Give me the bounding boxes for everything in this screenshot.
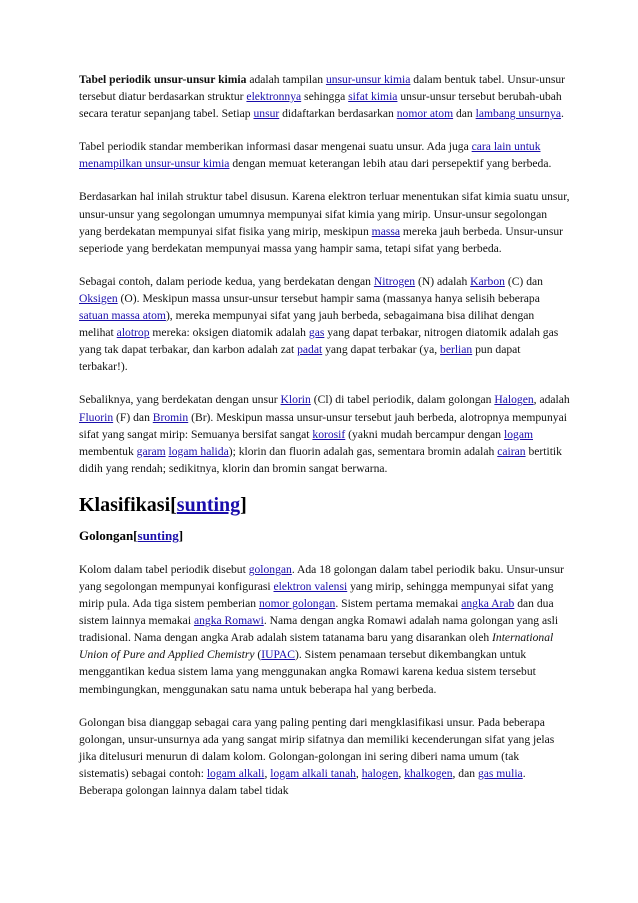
text-run: ), mereka mempunyai sifat yang jauh berbeda, sebagaimana bisa dilihat dengan melihat [79, 309, 535, 340]
text-run: Kolom dalam tabel periodik disebut [79, 562, 249, 576]
link-unsur[interactable]: unsur [253, 107, 280, 121]
text-run: didaftarkan berdasarkan [279, 107, 397, 121]
link-logam-alkali[interactable]: logam alkali [206, 766, 265, 780]
paragraph-golongan-classification [79, 714, 571, 799]
link-sifat-kimia[interactable]: sifat kimia [348, 90, 398, 104]
link-cara-lain-untuk-menampilkan-unsur-unsur-kimia[interactable]: cara lain untuk menampilkan unsur-unsur kimia [79, 140, 541, 171]
paragraph-intro [79, 71, 571, 122]
text-run: , adalah [533, 393, 570, 407]
text-run: yang dapat terbakar (ya, [322, 343, 441, 357]
link-satuan-massa-atom[interactable]: satuan massa atom [79, 309, 166, 323]
paragraph-standard-table [79, 138, 571, 172]
text-run: Sebaliknya, yang berdekatan dengan unsur [79, 393, 281, 407]
link-halogen[interactable]: halogen [361, 766, 399, 780]
link-karbon[interactable]: Karbon [470, 274, 505, 288]
link-elektron-valensi[interactable]: elektron valensi [273, 579, 348, 593]
link-fluorin[interactable]: Fluorin [79, 410, 114, 424]
text-run: . Nama dengan angka Romawi adalah nama golongan yang asli tradisional. Nama dengan angka Arab adalah sistem tatanama baru yang disarankan oleh [79, 614, 559, 645]
text-run: ] [178, 527, 184, 543]
text-run: Golongan[ [79, 527, 138, 543]
text-run: . Beberapa golongan lainnya dalam tabel tidak [79, 766, 526, 797]
text-run: (N) adalah [415, 274, 471, 288]
link-gas-mulia[interactable]: gas mulia [477, 766, 523, 780]
text-run: dan dua sistem lainnya memakai [79, 597, 554, 628]
text-run: , [398, 766, 405, 780]
link-sunting[interactable]: sunting [176, 493, 241, 516]
text-run: unsur-unsur tersebut berubah-ubah secara teratur sepanjang tabel. Setiap [79, 90, 562, 121]
link-elektronnya[interactable]: elektronnya [246, 90, 302, 104]
link-unsur-unsur-kimia[interactable]: unsur-unsur kimia [325, 73, 411, 86]
link-logam[interactable]: logam [504, 427, 533, 441]
link-angka-arab[interactable]: angka Arab [461, 597, 515, 611]
link-korosif[interactable]: korosif [312, 427, 346, 441]
heading-klasifikasi [79, 493, 571, 517]
text-run: (yakni mudah bercampur dengan [345, 427, 504, 441]
paragraph-period-example [79, 273, 571, 376]
text-run: (Br). Meskipun massa unsur-unsur tersebut jauh berbeda, alotropnya mempunyai sifat yang sangat mirip: Semuanya bersifat sangat [79, 410, 567, 441]
link-bromin[interactable]: Bromin [152, 410, 189, 424]
text-run: Tabel periodik standar memberikan informasi dasar mengenai suatu unsur. Ada juga [79, 140, 472, 154]
text-run: ] [240, 493, 247, 516]
link-massa[interactable]: massa [371, 224, 401, 238]
paragraph-halogen-example [79, 391, 571, 476]
link-sunting[interactable]: sunting [137, 527, 179, 543]
link-khalkogen[interactable]: khalkogen [404, 766, 453, 780]
link-gas[interactable]: gas [308, 326, 325, 340]
text-run: , [264, 766, 271, 780]
text-run: dan [453, 107, 476, 121]
link-golongan[interactable]: golongan [248, 562, 292, 576]
text-run: ( [254, 648, 262, 662]
text-run: membentuk [79, 444, 137, 458]
text-run: mereka jauh berbeda. Unsur-unsur seperiode yang berdekatan mempunyai massa yang hampir sama, tetapi sifat yang berbeda. [79, 224, 564, 255]
text-run: , [355, 766, 362, 780]
text-run: mereka: oksigen diatomik adalah [149, 326, 309, 340]
link-halogen[interactable]: Halogen [494, 393, 534, 407]
link-klorin[interactable]: Klorin [280, 393, 311, 407]
text-run: . Sistem pertama memakai [335, 597, 462, 611]
link-angka-romawi[interactable]: angka Romawi [193, 614, 264, 628]
text-run: sehingga [301, 90, 349, 104]
text-run: (F) dan [113, 410, 153, 424]
text-run: dengan memuat keterangan lebih atau dari persepektif yang berbeda. [229, 157, 552, 171]
link-iupac[interactable]: IUPAC [261, 648, 296, 662]
link-garam[interactable]: garam [136, 444, 166, 458]
text-run: Golongan bisa dianggap sebagai cara yang paling penting dari mengklasifikasi unsur. Pada beberapa golongan, unsur-unsurnya ada yang sangat mirip sifatnya dan memiliki kecenderungan sifat yang jelas jika ditelusuri menurun di dalam kolom. Golongan-golongan ini sering diberi nama umum (tak sistematis) sebagai contoh: [79, 715, 555, 780]
text-run: pun dapat terbakar!). [79, 343, 521, 374]
text-run: Sebagai contoh, dalam periode kedua, yang berdekatan dengan [79, 274, 374, 288]
link-berlian[interactable]: berlian [440, 343, 473, 357]
paragraph-structure [79, 188, 571, 256]
text-run: dalam bentuk tabel. Unsur-unsur tersebut diatur berdasarkan struktur [79, 73, 566, 104]
text-run: Berdasarkan hal inilah struktur tabel disusun. Karena elektron terluar menentukan sifat kimia suatu unsur, unsur-unsur yang segolongan umumnya mempunyai sifat kimia yang mirip. Unsur-unsur segolongan yang berdekatan mempunyai sifat fisika yang mirip, meskipun [79, 190, 570, 238]
paragraph-golongan-definition [79, 561, 571, 698]
text-run: yang mirip, sehingga mempunyai sifat yang mirip pula. Ada tiga sistem pemberian [79, 579, 554, 611]
link-alotrop[interactable]: alotrop [116, 326, 150, 340]
text-run: bertitik didih yang rendah; sedikitnya, klorin dan bromin sangat berwarna. [79, 444, 562, 475]
link-logam-halida[interactable]: logam halida [168, 444, 229, 458]
link-nomor-atom[interactable]: nomor atom [396, 107, 454, 121]
text-run: adalah tampilan [246, 73, 326, 86]
heading-golongan [79, 527, 571, 545]
article-body [79, 71, 571, 815]
text-run: (O). Meskipun massa unsur-unsur tersebut hampir sama (massanya hanya selisih beberapa [117, 291, 540, 305]
text-run: . Ada 18 golongan dalam tabel periodik baku. Unsur-unsur yang segolongan mempunyai konfigurasi [79, 562, 565, 593]
italic-term: International Union of Pure and Applied Chemistry [79, 631, 554, 662]
link-nomor-golongan[interactable]: nomor golongan [259, 597, 336, 611]
link-oksigen[interactable]: Oksigen [79, 291, 118, 305]
link-nitrogen[interactable]: Nitrogen [373, 274, 416, 288]
text-run: ). Sistem penamaan tersebut dikembangkan untuk menggantikan kedua sistem lama yang menggunakan angka Romawi karena kedua sistem tersebut membingungkan, menggunakan satu nama untuk beberapa hal yang berbeda. [79, 648, 536, 696]
bold-term: Tabel periodik unsur-unsur kimia [79, 73, 247, 86]
link-lambang-unsurnya[interactable]: lambang unsurnya [475, 107, 561, 121]
text-run: Klasifikasi[ [79, 493, 177, 516]
link-cairan[interactable]: cairan [497, 444, 526, 458]
text-run: , dan [452, 766, 478, 780]
text-run: yang dapat terbakar, nitrogen diatomik adalah gas yang tak dapat terbakar, dan karbon adalah zat [79, 326, 559, 357]
text-run: . [560, 107, 564, 121]
link-padat[interactable]: padat [297, 343, 323, 357]
link-logam-alkali-tanah[interactable]: logam alkali tanah [270, 766, 356, 780]
text-run: (C) dan [504, 274, 543, 288]
text-run: ); klorin dan fluorin adalah gas, sementara bromin adalah [228, 444, 498, 458]
text-run: (Cl) di tabel periodik, dalam golongan [310, 393, 495, 407]
